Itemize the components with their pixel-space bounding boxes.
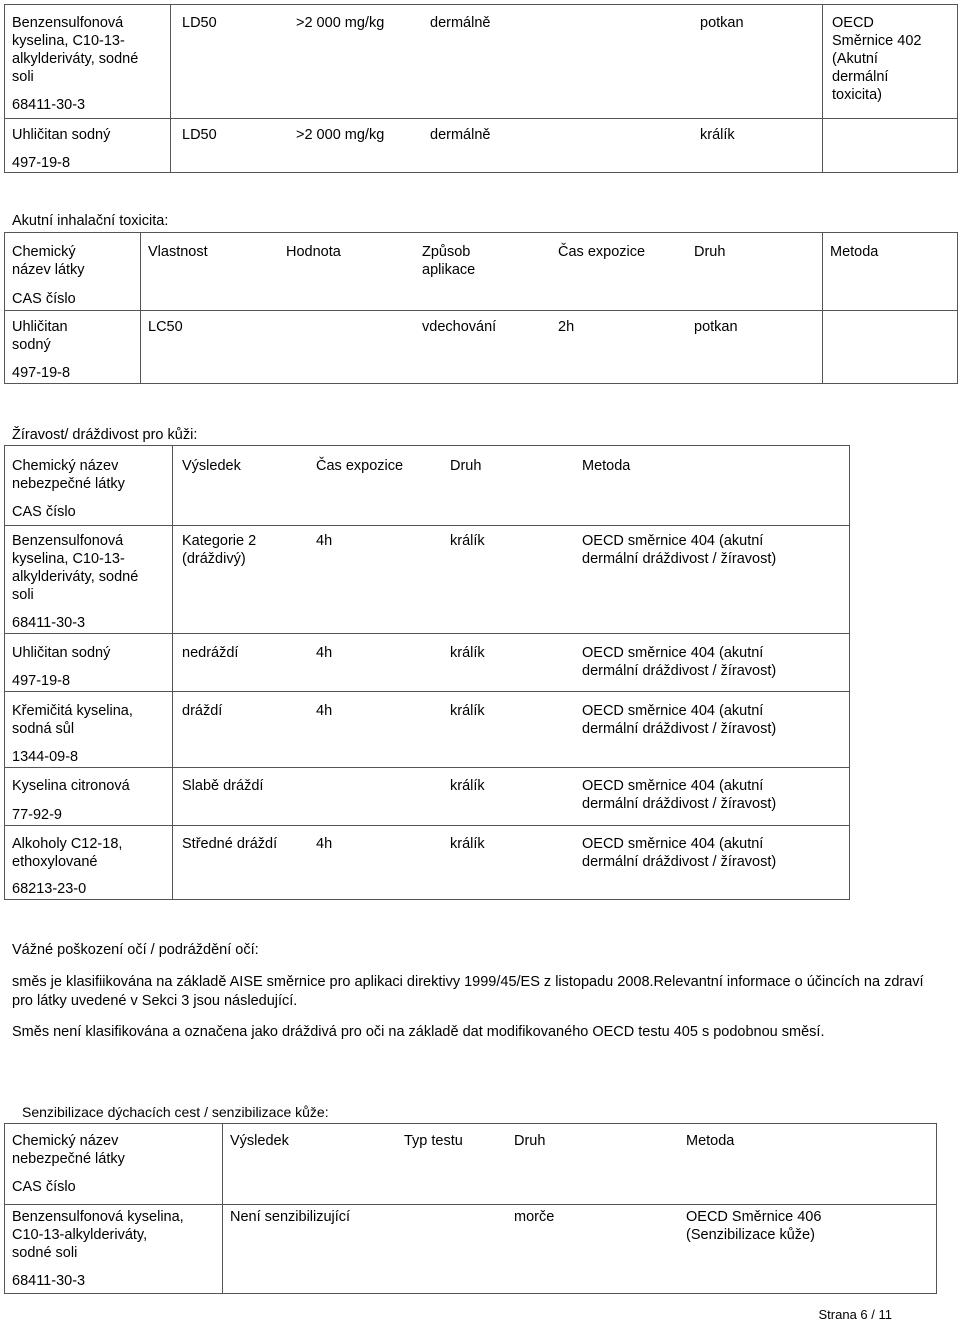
- header-method: Metoda: [686, 1133, 735, 1149]
- header-result: Výsledek: [182, 458, 241, 474]
- header-method: Metoda: [582, 458, 631, 474]
- toxicity-value: >2 000 mg/kg: [296, 15, 385, 31]
- chemical-name: Benzensulfonová kyselina, C10-13- alkylderiváty, sodné soli: [12, 15, 139, 85]
- property: LC50: [148, 319, 183, 335]
- species: potkan: [700, 15, 744, 31]
- result: dráždí: [182, 703, 223, 719]
- method: OECD směrnice 404 (akutní dermální dráždivost / žíravost): [582, 703, 777, 737]
- exposure: 4h: [316, 645, 333, 661]
- header-cas: CAS číslo: [12, 1179, 76, 1195]
- method: OECD Směrnice 402 (Akutní dermální toxicita): [832, 15, 922, 103]
- header-exposure: Čas expozice: [558, 244, 646, 260]
- species: králík: [450, 645, 485, 661]
- header-chemical-name: Chemický název nebezpečné látky: [12, 1133, 125, 1167]
- exposure: 4h: [316, 703, 333, 719]
- header-value: Hodnota: [286, 244, 341, 260]
- method: OECD směrnice 404 (akutní dermální dráždivost / žíravost): [582, 836, 777, 870]
- method: OECD směrnice 404 (akutní dermální dráždivost / žíravost): [582, 645, 777, 679]
- chemical-name: Alkoholy C12-18, ethoxylované: [12, 836, 123, 870]
- toxicity-type: LD50: [182, 15, 217, 31]
- header-chemical-name: Chemický název látky: [12, 244, 85, 278]
- exposure: 4h: [316, 836, 333, 852]
- species: králík: [450, 533, 485, 549]
- chemical-name: Uhličitan sodný: [12, 319, 68, 353]
- method: OECD Směrnice 406 (Senzibilizace kůže): [686, 1209, 822, 1243]
- cas-number: 497-19-8: [12, 673, 71, 689]
- species: králík: [700, 127, 735, 143]
- inhalation-heading: Akutní inhalační toxicita:: [12, 213, 169, 229]
- chemical-name: Uhličitan sodný: [12, 645, 111, 661]
- chemical-name: Křemičitá kyselina, sodná sůl: [12, 703, 133, 737]
- header-property: Vlastnost: [148, 244, 208, 260]
- eye-heading: Vážné poškození očí / podráždění očí:: [12, 942, 259, 958]
- exposure: 4h: [316, 533, 333, 549]
- sensitisation-heading: Senzibilizace dýchacích cest / senzibilizace kůže:: [22, 1104, 329, 1120]
- header-species: Druh: [694, 244, 726, 260]
- header-cas: CAS číslo: [12, 291, 76, 307]
- header-test-type: Typ testu: [404, 1133, 463, 1149]
- header-species: Druh: [450, 458, 482, 474]
- exposure: 2h: [558, 319, 575, 335]
- header-cas: CAS číslo: [12, 504, 76, 520]
- species: morče: [514, 1209, 555, 1225]
- header-result: Výsledek: [230, 1133, 289, 1149]
- chemical-name: Kyselina citronová: [12, 778, 130, 794]
- result: Středné dráždí: [182, 836, 278, 852]
- header-chemical-name: Chemický název nebezpečné látky: [12, 458, 125, 492]
- cas-number: 77-92-9: [12, 807, 62, 823]
- species: králík: [450, 836, 485, 852]
- header-method: Metoda: [830, 244, 879, 260]
- skin-heading: Žíravost/ dráždivost pro kůži:: [12, 427, 198, 443]
- cas-number: 497-19-8: [12, 365, 71, 381]
- route: vdechování: [422, 319, 497, 335]
- cas-number: 68411-30-3: [12, 615, 86, 631]
- cas-number: 68411-30-3: [12, 97, 86, 113]
- page-number: Strana 6 / 11: [818, 1307, 892, 1322]
- method: OECD směrnice 404 (akutní dermální dráždivost / žíravost): [582, 778, 777, 812]
- species: potkan: [694, 319, 738, 335]
- eye-paragraph-2: Směs není klasifikována a označena jako dráždivá pro oči na základě dat modifikovaného OECD testu 405 s podobnou směsí.: [12, 1024, 825, 1040]
- species: králík: [450, 703, 485, 719]
- cas-number: 68213-23-0: [12, 881, 87, 897]
- chemical-name: Benzensulfonová kyselina, C10-13- alkylderiváty, sodné soli: [12, 533, 139, 603]
- chemical-name: Benzensulfonová kyselina, C10-13-alkylderiváty, sodné soli: [12, 1209, 184, 1261]
- toxicity-value: >2 000 mg/kg: [296, 127, 385, 143]
- cas-number: 497-19-8: [12, 155, 71, 171]
- result: nedráždí: [182, 645, 239, 661]
- cas-number: 1344-09-8: [12, 749, 79, 765]
- route: dermálně: [430, 127, 491, 143]
- route: dermálně: [430, 15, 491, 31]
- eye-paragraph-1: směs je klasifiikována na základě AISE směrnice pro aplikaci direktivy 1999/45/ES z listopadu 2008.Relevantní informace o účincích na zdraví pro látky uvedené v Sekci 3 jsou následující.: [12, 974, 924, 1009]
- cas-number: 68411-30-3: [12, 1273, 86, 1289]
- species: králík: [450, 778, 485, 794]
- toxicity-type: LD50: [182, 127, 217, 143]
- result: Kategorie 2 (dráždivý): [182, 533, 257, 567]
- result: Slabě dráždí: [182, 778, 264, 794]
- method: OECD směrnice 404 (akutní dermální dráždivost / žíravost): [582, 533, 777, 567]
- result: Není senzibilizující: [230, 1209, 351, 1225]
- chemical-name: Uhličitan sodný: [12, 127, 111, 143]
- header-species: Druh: [514, 1133, 546, 1149]
- header-exposure: Čas expozice: [316, 458, 404, 474]
- header-route: Způsob aplikace: [422, 244, 476, 278]
